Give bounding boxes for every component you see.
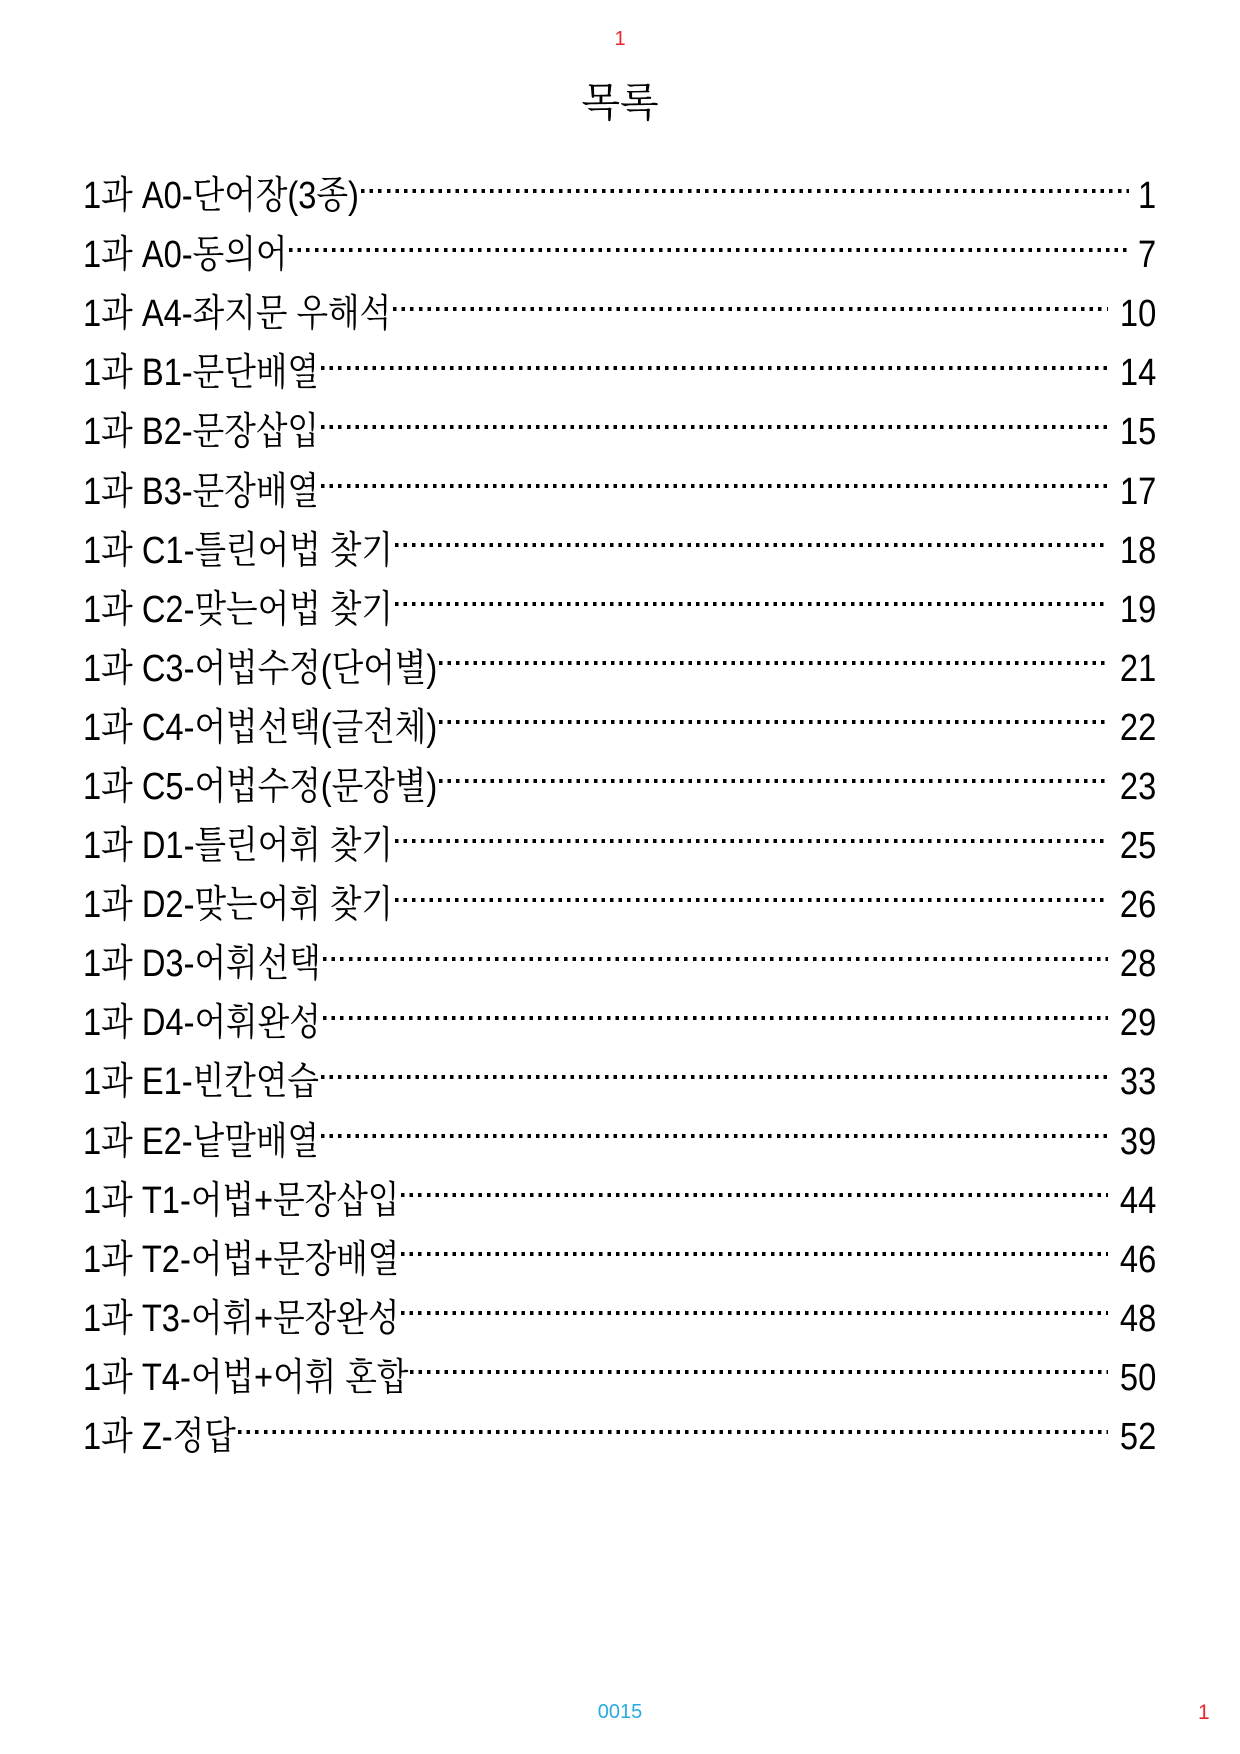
toc-entry-page: 33 (1119, 1061, 1156, 1104)
toc-entry[interactable] (83, 1290, 1156, 1349)
toc-entry[interactable] (83, 226, 1156, 285)
toc-entry-page: 15 (1119, 411, 1156, 454)
toc-entry[interactable] (83, 167, 1156, 226)
dot-leader (401, 1252, 1107, 1256)
toc-entry[interactable] (83, 1408, 1156, 1467)
toc-entry[interactable] (83, 1231, 1156, 1290)
toc-entry[interactable] (83, 581, 1156, 640)
toc-entry[interactable] (83, 403, 1156, 462)
toc-entry[interactable] (83, 994, 1156, 1053)
toc-entry-page: 39 (1119, 1120, 1156, 1163)
toc-entry-page: 18 (1119, 529, 1156, 572)
toc-entry-label: 1과 A4-좌지문 우해석 (83, 285, 391, 344)
toc-entry-page: 10 (1119, 293, 1156, 336)
dot-leader (323, 957, 1108, 961)
toc-entry-page: 48 (1119, 1297, 1156, 1340)
toc-entry-page: 44 (1119, 1179, 1156, 1222)
toc-entry-page: 1 (1137, 175, 1156, 218)
dot-leader (439, 779, 1107, 783)
toc-entry-page: 25 (1119, 825, 1156, 868)
toc-entry[interactable] (83, 285, 1156, 344)
toc-entry-label: 1과 T1-어법+문장삽입 (83, 1172, 399, 1231)
toc-entry-page: 29 (1119, 1002, 1156, 1045)
toc-entry-label: 1과 A0-동의어 (83, 226, 287, 285)
dot-leader (238, 1430, 1108, 1434)
dot-leader (439, 661, 1107, 665)
dot-leader (361, 189, 1129, 193)
toc-entry-label: 1과 B2-문장삽입 (83, 403, 319, 462)
toc-entry-label: 1과 T4-어법+어휘 혼합 (83, 1349, 408, 1408)
toc-entry-page: 50 (1119, 1356, 1156, 1399)
toc-entry-label: 1과 T2-어법+문장배열 (83, 1231, 399, 1290)
footer-page-number: 1 (1198, 1701, 1210, 1724)
toc-entry-label: 1과 T3-어휘+문장완성 (83, 1290, 399, 1349)
table-of-contents (83, 167, 1156, 1467)
toc-entry-page: 46 (1119, 1238, 1156, 1281)
toc-entry[interactable] (83, 344, 1156, 403)
toc-entry-label: 1과 A0-단어장(3종) (83, 167, 359, 226)
toc-entry[interactable] (83, 1113, 1156, 1172)
dot-leader (321, 1134, 1108, 1138)
toc-entry-label: 1과 C4-어법선택(글전체) (83, 699, 437, 758)
toc-entry-label: 1과 C2-맞는어법 찾기 (83, 581, 393, 640)
dot-leader (321, 1075, 1108, 1079)
toc-entry[interactable] (83, 1349, 1156, 1408)
toc-entry-page: 19 (1119, 588, 1156, 631)
toc-entry-page: 21 (1119, 647, 1156, 690)
dot-leader (395, 839, 1108, 843)
toc-entry[interactable] (83, 522, 1156, 581)
toc-entry-page: 28 (1119, 943, 1156, 986)
toc-entry-page: 17 (1119, 470, 1156, 513)
toc-entry-page: 52 (1119, 1416, 1156, 1459)
toc-entry[interactable] (83, 1172, 1156, 1231)
toc-entry-label: 1과 E1-빈칸연습 (83, 1053, 319, 1112)
toc-entry-label: 1과 D3-어휘선택 (83, 935, 321, 994)
footer-code: 0015 (597, 1701, 643, 1723)
toc-entry-label: 1과 C3-어법수정(단어별) (83, 640, 437, 699)
toc-entry-label: 1과 D1-틀린어휘 찾기 (83, 817, 393, 876)
top-page-marker: 1 (614, 28, 626, 50)
toc-entry-label: 1과 C5-어법수정(문장별) (83, 758, 437, 817)
dot-leader (321, 366, 1108, 370)
toc-entry-label: 1과 B3-문장배열 (83, 463, 319, 522)
dot-leader (321, 484, 1108, 488)
toc-entry[interactable] (83, 462, 1156, 521)
dot-leader (323, 1016, 1108, 1020)
toc-entry-page: 23 (1119, 765, 1156, 808)
dot-leader (321, 425, 1108, 429)
toc-entry-page: 14 (1119, 352, 1156, 395)
toc-entry-label: 1과 D2-맞는어휘 찾기 (83, 876, 393, 935)
toc-entry[interactable] (83, 1053, 1156, 1112)
toc-entry[interactable] (83, 935, 1156, 994)
dot-leader (393, 307, 1108, 311)
dot-leader (289, 248, 1128, 252)
toc-entry-label: 1과 C1-틀린어법 찾기 (83, 522, 393, 581)
toc-entry-page: 22 (1119, 706, 1156, 749)
toc-entry[interactable] (83, 876, 1156, 935)
toc-entry-label: 1과 E2-낱말배열 (83, 1113, 319, 1172)
toc-entry-page: 26 (1119, 884, 1156, 927)
dot-leader (439, 720, 1107, 724)
toc-entry-label: 1과 B1-문단배열 (83, 344, 319, 403)
toc-entry-label: 1과 D4-어휘완성 (83, 994, 321, 1053)
toc-entry[interactable] (83, 640, 1156, 699)
dot-leader (395, 543, 1108, 547)
toc-entry-label: 1과 Z-정답 (83, 1408, 236, 1467)
toc-entry[interactable] (83, 817, 1156, 876)
dot-leader (410, 1370, 1107, 1374)
dot-leader (395, 602, 1108, 606)
page-title: 목록 (581, 80, 659, 126)
toc-entry-page: 7 (1137, 234, 1156, 277)
toc-entry[interactable] (83, 699, 1156, 758)
dot-leader (401, 1311, 1107, 1315)
toc-entry[interactable] (83, 758, 1156, 817)
dot-leader (395, 898, 1108, 902)
dot-leader (401, 1193, 1107, 1197)
